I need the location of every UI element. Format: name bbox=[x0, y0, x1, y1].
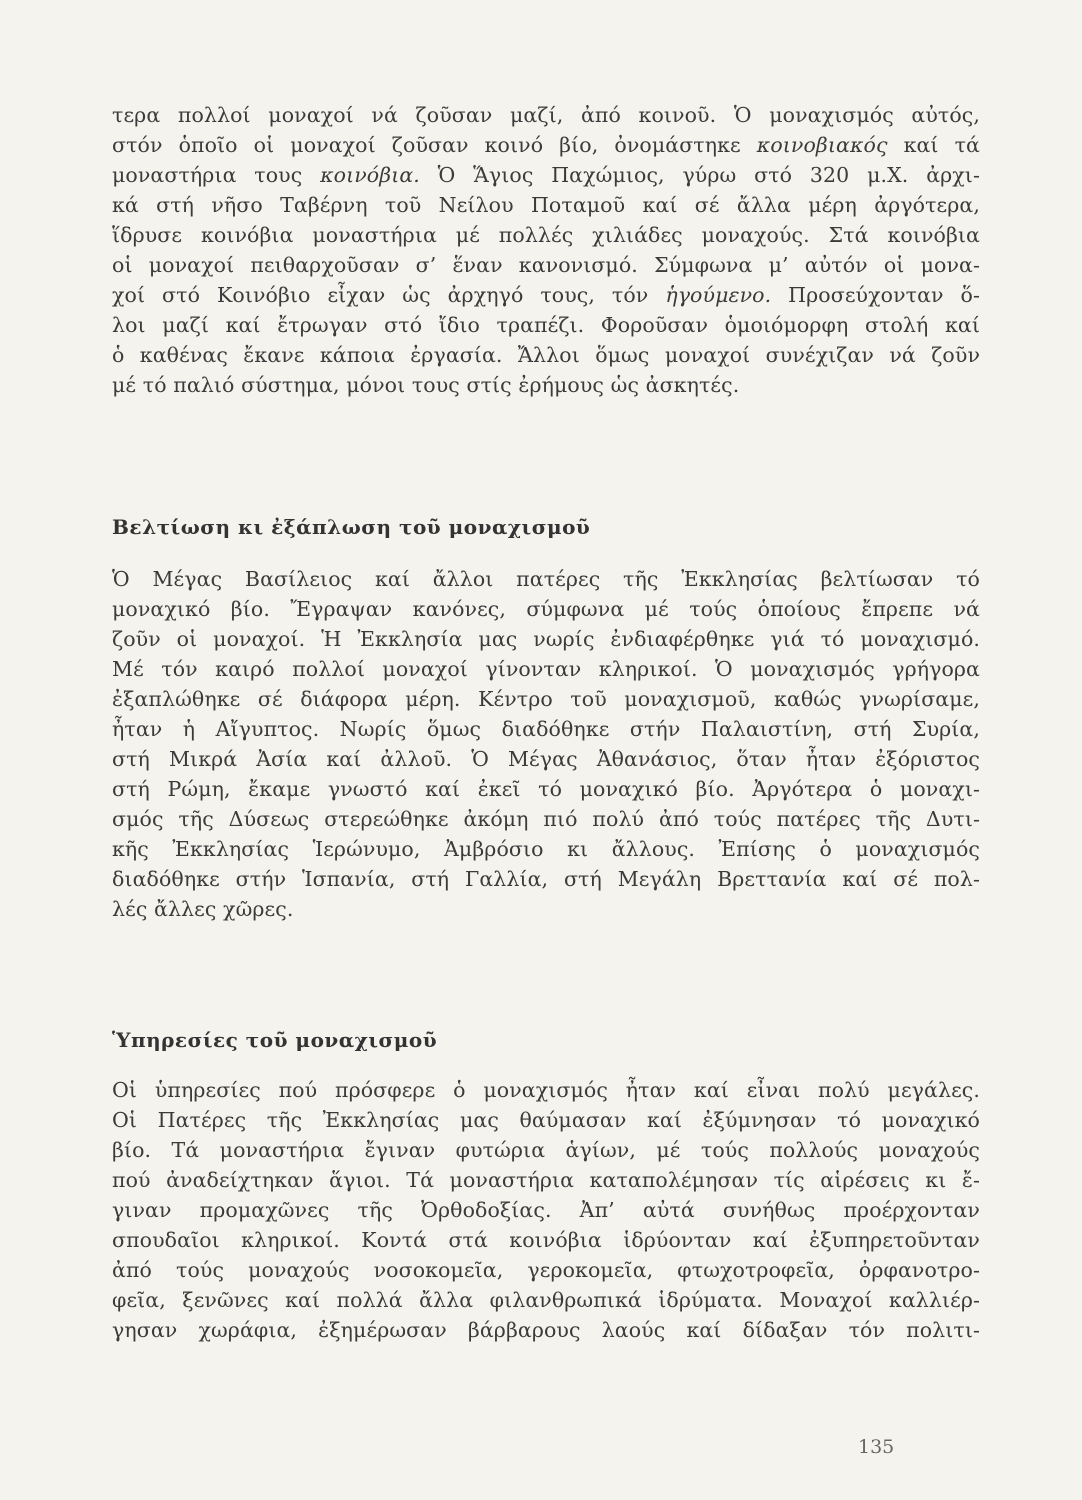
text-line: λοι μαζί καί ἔτρωγαν στό ἴδιο τραπέζι. Φοροῦσαν ὁμοιόμορφη στολή καί bbox=[112, 313, 980, 337]
text-line: ἦταν ἡ Αἴγυπτος. Νωρίς ὅμως διαδόθηκε στήν Παλαιστίνη, στή Συρία, bbox=[112, 717, 980, 741]
text-line: σμός τῆς Δύσεως στερεώθηκε ἀκόμη πιό πολύ ἀπό τούς πατέρες τῆς Δυτι- bbox=[112, 807, 980, 831]
text-line: ζοῦν οἱ μοναχοί. Ἡ Ἐκκλησία μας νωρίς ἐνδιαφέρθηκε γιά τό μοναχισμό. bbox=[112, 627, 980, 651]
text-line: Ὁ Μέγας Βασίλειος καί ἄλλοι πατέρες τῆς Ἐκκλησίας βελτίωσαν τό bbox=[112, 567, 980, 591]
text-line: στή Μικρά Ἀσία καί ἀλλοῦ. Ὁ Μέγας Ἀθανάσιος, ὅταν ἦταν ἐξόριστος bbox=[112, 747, 980, 771]
intro-paragraph bbox=[112, 100, 980, 400]
text-line: ἀπό τούς μοναχούς νοσοκομεῖα, γεροκομεῖα, φτωχοτροφεῖα, ὀρφανοτρο- bbox=[112, 1258, 980, 1282]
text-line: οἱ μοναχοί πειθαρχοῦσαν σ’ ἕναν κανονισμό. Σύμφωνα μ’ αὐτόν οἱ μονα- bbox=[112, 253, 980, 277]
text-line: λές ἄλλες χῶρες. bbox=[112, 897, 294, 921]
text-line: γησαν χωράφια, ἐξημέρωσαν βάρβαρους λαούς καί δίδαξαν τόν πολιτι- bbox=[112, 1318, 980, 1342]
text-line: ἵδρυσε κοινόβια μοναστήρια μέ πολλές χιλιάδες μοναχούς. Στά κοινόβια bbox=[112, 223, 980, 247]
text-line: σπουδαῖοι κληρικοί. Κοντά στά κοινόβια ἱδρύονταν καί ἐξυπηρετοῦνταν bbox=[112, 1228, 980, 1252]
text-line: στόν ὁποῖο οἱ μοναχοί ζοῦσαν κοινό βίο, ὀνομάστηκε κοινοβιακός καί τά bbox=[112, 133, 980, 157]
text-line: βίο. Τά μοναστήρια ἔγιναν φυτώρια ἁγίων, μέ τούς πολλούς μοναχούς bbox=[112, 1138, 980, 1162]
text-line: Μέ τόν καιρό πολλοί μοναχοί γίνονταν κληρικοί. Ὁ μοναχισμός γρήγορα bbox=[112, 657, 980, 681]
text-line: μέ τό παλιό σύστημα, μόνοι τους στίς ἐρήμους ὡς ἀσκητές. bbox=[112, 373, 740, 397]
term-koinobia: κοινόβια. bbox=[320, 163, 420, 187]
text-line: στή Ρώμη, ἔκαμε γνωστό καί ἐκεῖ τό μοναχικό βίο. Ἀργότερα ὁ μοναχι- bbox=[112, 777, 980, 801]
text-line: κά στή νῆσο Ταβέρνη τοῦ Νείλου Ποταμοῦ καί σέ ἄλλα μέρη ἀργότερα, bbox=[112, 193, 980, 217]
section-heading: Ὑπηρεσίες τοῦ μοναχισμοῦ bbox=[112, 1028, 438, 1052]
text-line: μοναστήρια τους κοινόβια. Ὁ Ἅγιος Παχώμιος, γύρω στό 320 μ.Χ. ἀρχι- bbox=[112, 163, 980, 187]
text-line: χοί στό Κοινόβιο εἶχαν ὡς ἀρχηγό τους, τόν ἡγούμενο. Προσεύχονταν ὅ- bbox=[112, 283, 980, 307]
section-heading: Βελτίωση κι ἐξάπλωση τοῦ μοναχισμοῦ bbox=[112, 515, 591, 539]
text-line: Οἱ ὑπηρεσίες πού πρόσφερε ὁ μοναχισμός ἦταν καί εἶναι πολύ μεγάλες. bbox=[112, 1078, 980, 1102]
text-line: τερα πολλοί μοναχοί νά ζοῦσαν μαζί, ἀπό κοινοῦ. Ὁ μοναχισμός αὐτός, bbox=[112, 103, 980, 127]
text-line: ὁ καθένας ἔκανε κάποια ἐργασία. Ἄλλοι ὅμως μοναχοί συνέχιζαν νά ζοῦν bbox=[112, 343, 980, 367]
section-expansion bbox=[112, 512, 980, 924]
text-line: μοναχικό βίο. Ἔγραψαν κανόνες, σύμφωνα μέ τούς ὁποίους ἔπρεπε νά bbox=[112, 597, 980, 621]
text-line: ἐξαπλώθηκε σέ διάφορα μέρη. Κέντρο τοῦ μοναχισμοῦ, καθώς γνωρίσαμε, bbox=[112, 687, 980, 711]
term-koinobiakos: κοινοβιακός bbox=[756, 133, 888, 157]
text-line: κῆς Ἐκκλησίας Ἱερώνυμο, Ἀμβρόσιο κι ἄλλους. Ἐπίσης ὁ μοναχισμός bbox=[112, 837, 980, 861]
section-services bbox=[112, 1025, 980, 1345]
text-line: γιναν προμαχῶνες τῆς Ὀρθοδοξίας. Ἀπ’ αὐτά συνήθως προέρχονταν bbox=[112, 1198, 980, 1222]
text-line: φεῖα, ξενῶνες καί πολλά ἄλλα φιλανθρωπικά ἱδρύματα. Μοναχοί καλλιέρ- bbox=[112, 1288, 980, 1312]
text-line: Οἱ Πατέρες τῆς Ἐκκλησίας μας θαύμασαν καί ἐξύμνησαν τό μοναχικό bbox=[112, 1108, 980, 1132]
page-number: 135 bbox=[858, 1436, 895, 1458]
text-line: πού ἀναδείχτηκαν ἅγιοι. Τά μοναστήρια καταπολέμησαν τίς αἱρέσεις κι ἔ- bbox=[112, 1168, 980, 1192]
text-line: διαδόθηκε στήν Ἱσπανία, στή Γαλλία, στή Μεγάλη Βρεττανία καί σέ πολ- bbox=[112, 867, 980, 891]
term-igoumeno: ἡγούμενο. bbox=[665, 283, 772, 307]
